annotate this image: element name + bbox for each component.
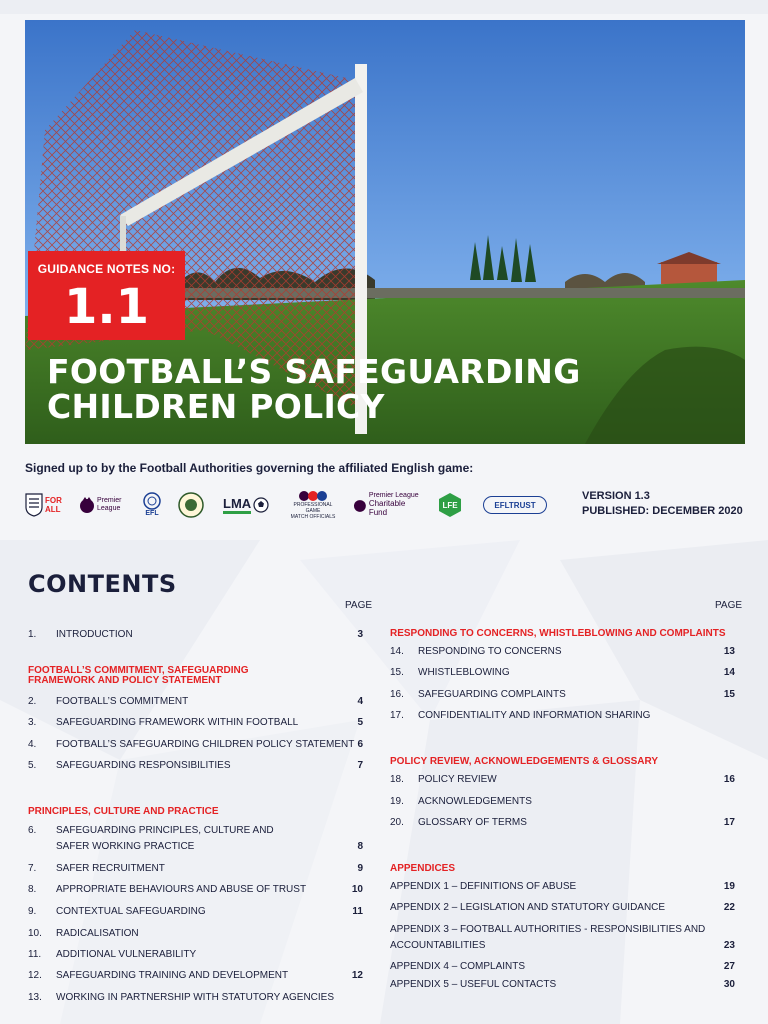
toc-entry[interactable]: [390, 880, 735, 894]
version-number: VERSION 1.3: [582, 490, 650, 502]
toc-entry[interactable]: [28, 991, 363, 1005]
pgmol-badges-icon: [298, 490, 328, 502]
toc-entry[interactable]: [28, 716, 363, 730]
toc-entry-title: ADDITIONAL VULNERABILITY: [56, 949, 197, 960]
toc-entry-number: 9.: [28, 906, 37, 917]
toc-entry-number: 5.: [28, 760, 37, 771]
lion-crown-icon: [79, 496, 95, 514]
toc-entry-title: CONTEXTUAL SAFEGUARDING: [56, 906, 206, 917]
toc-entry-number: 20.: [390, 817, 404, 828]
toc-entry-number: 2.: [28, 696, 37, 707]
lfe-logo: [437, 487, 465, 523]
toc-entry-number: 12.: [28, 970, 42, 981]
toc-entry[interactable]: [28, 862, 363, 876]
title-line-1: FOOTBALL’S SAFEGUARDING: [47, 352, 581, 391]
toc-entry-number: 3.: [28, 717, 37, 728]
toc-entry-title-continued: SAFER WORKING PRACTICE: [56, 841, 195, 852]
pgmol-line-1: PROFESSIONAL GAME: [293, 502, 333, 514]
toc-entry-page: 10: [351, 884, 363, 895]
toc-entry-title: RESPONDING TO CONCERNS: [418, 646, 562, 657]
toc-entry-page: 4: [357, 696, 363, 707]
toc-entry-title: RADICALISATION: [56, 928, 139, 939]
toc-entry-title: APPENDIX 5 – USEFUL CONTACTS: [390, 979, 557, 990]
toc-entry-page: 30: [723, 979, 735, 990]
plcf-line-2: Charitable Fund: [368, 499, 406, 517]
toc-entry[interactable]: [390, 773, 735, 787]
toc-entry-number: 7.: [28, 863, 37, 874]
document-title: [47, 354, 647, 424]
fa-for-all-logo: [25, 487, 65, 523]
toc-entry-number: 6.: [28, 825, 37, 836]
toc-entry[interactable]: [390, 960, 735, 974]
toc-entry[interactable]: [28, 905, 363, 919]
toc-entry-page: 8: [357, 841, 363, 852]
toc-entry-title: APPROPRIATE BEHAVIOURS AND ABUSE OF TRUST: [56, 884, 307, 895]
toc-entry-page: 6: [357, 739, 363, 750]
page-column-header-right: PAGE: [715, 600, 743, 611]
toc-entry-title: SAFEGUARDING RESPONSIBILITIES: [56, 760, 231, 771]
toc-entry-page: 12: [351, 970, 363, 981]
efl-trust-logo: [483, 487, 547, 523]
toc-entry[interactable]: [28, 695, 363, 709]
toc-entry-number: 16.: [390, 689, 404, 700]
toc-entry-title: APPENDIX 3 – FOOTBALL AUTHORITIES - RESPONSIBILITIES AND: [390, 924, 706, 935]
toc-entry-title: SAFEGUARDING TRAINING AND DEVELOPMENT: [56, 970, 289, 981]
toc-entry-title: WORKING IN PARTNERSHIP WITH STATUTORY AGENCIES: [56, 992, 335, 1003]
toc-section-heading: [390, 864, 455, 874]
toc-entry-number: 15.: [390, 667, 404, 678]
toc-entry[interactable]: [28, 738, 363, 752]
toc-section-heading-line: PRINCIPLES, CULTURE AND PRACTICE: [28, 806, 219, 817]
title-line-2: CHILDREN POLICY: [47, 387, 385, 426]
pgmol-logo: [288, 487, 338, 523]
toc-entry-page: 3: [357, 629, 363, 640]
toc-section-heading-line: FOOTBALL’S COMMITMENT, SAFEGUARDING: [28, 665, 249, 676]
premier-league-logo: [79, 487, 129, 523]
toc-entry[interactable]: [390, 923, 735, 953]
toc-entry[interactable]: [28, 628, 363, 642]
toc-entry[interactable]: [28, 948, 363, 962]
toc-entry-number: 19.: [390, 796, 404, 807]
efl-logo: [141, 487, 163, 523]
guidance-notes-box: [28, 251, 185, 340]
football-icon: [253, 497, 269, 513]
signed-up-statement: Signed up to by the Football Authorities governing the affiliated English game:: [25, 461, 474, 475]
guidance-number: 1.1: [63, 279, 150, 335]
crest-icon: [178, 492, 204, 518]
toc-entry-title: SAFEGUARDING FRAMEWORK WITHIN FOOTBALL: [56, 717, 299, 728]
page-column-header-left: PAGE: [345, 600, 373, 611]
authority-logos: [25, 487, 555, 523]
toc-entry-title: SAFEGUARDING COMPLAINTS: [418, 689, 566, 700]
plcf-line-1: Premier League: [368, 492, 419, 499]
toc-entry-page: 17: [723, 817, 735, 828]
toc-entry-page: 11: [352, 906, 363, 917]
toc-entry-title: FOOTBALL’S SAFEGUARDING CHILDREN POLICY STATEMENT: [56, 739, 355, 750]
pgmol-line-2: MATCH OFFICIALS: [290, 514, 336, 520]
toc-entry[interactable]: [390, 688, 735, 702]
toc-entry-page: 22: [723, 902, 735, 913]
toc-entry-title-continued: ACCOUNTABILITIES: [390, 940, 486, 951]
toc-entry-title: CONFIDENTIALITY AND INFORMATION SHARING: [418, 710, 651, 721]
lion-icon: [353, 497, 367, 513]
version-info: [582, 489, 743, 519]
toc-entry-title: GLOSSARY OF TERMS: [418, 817, 527, 828]
pl-line-2: League: [97, 505, 121, 512]
three-lions-icon: [25, 493, 43, 517]
lfe-label: LFE: [442, 500, 458, 510]
lma-logo: [223, 487, 277, 523]
toc-entry-title: APPENDIX 1 – DEFINITIONS OF ABUSE: [390, 881, 577, 892]
toc-entry[interactable]: [390, 666, 735, 680]
efl-badge-icon: [143, 492, 161, 510]
pl-charitable-fund-logo: [353, 487, 425, 523]
toc-entry-number: 13.: [28, 992, 42, 1003]
efl-trust-label: EFLTRUST: [494, 500, 536, 510]
toc-entry-title: SAFEGUARDING PRINCIPLES, CULTURE AND: [56, 825, 274, 836]
toc-entry-title: FOOTBALL’S COMMITMENT: [56, 696, 189, 707]
toc-entry-number: 11.: [28, 949, 42, 960]
toc-entry-number: 10.: [28, 928, 42, 939]
toc-entry-page: 7: [357, 760, 363, 771]
toc-entry-number: 14.: [390, 646, 404, 657]
county-fa-logo: [178, 487, 206, 523]
toc-entry-number: 4.: [28, 739, 37, 750]
toc-entry-title: SAFER RECRUITMENT: [56, 863, 165, 874]
toc-entry-page: 27: [723, 961, 735, 972]
toc-section-heading-line: APPENDICES: [390, 863, 456, 874]
toc-entry[interactable]: [28, 927, 363, 941]
toc-entry[interactable]: [28, 759, 363, 773]
toc-entry-page: 5: [357, 717, 363, 728]
guidance-label: GUIDANCE NOTES NO:: [37, 262, 176, 276]
toc-entry[interactable]: [390, 645, 735, 659]
toc-entry-page: 23: [723, 940, 735, 951]
toc-section-heading: [28, 807, 219, 817]
toc-entry[interactable]: [28, 824, 363, 854]
toc-entry[interactable]: [390, 709, 735, 723]
toc-entry-page: 16: [723, 774, 735, 785]
toc-entry-page: 9: [357, 863, 363, 874]
toc-entry-page: 15: [723, 689, 735, 700]
fa-for-all-label: FOR ALL: [45, 496, 62, 514]
published-date: PUBLISHED: DECEMBER 2020: [582, 505, 743, 517]
toc-entry-number: 1.: [28, 629, 37, 640]
contents-heading: CONTENTS: [28, 570, 177, 598]
toc-entry-number: 18.: [390, 774, 404, 785]
toc-section-heading-line: POLICY REVIEW, ACKNOWLEDGEMENTS & GLOSSARY: [390, 756, 658, 767]
toc-entry[interactable]: [28, 883, 363, 897]
toc-entry[interactable]: [28, 969, 363, 983]
toc-entry-title: INTRODUCTION: [56, 629, 133, 640]
toc-entry-page: 19: [723, 881, 735, 892]
toc-entry-title: ACKNOWLEDGEMENTS: [418, 796, 532, 807]
toc-entry-title: APPENDIX 2 – LEGISLATION AND STATUTORY GUIDANCE: [390, 902, 666, 913]
toc-section-heading-line: RESPONDING TO CONCERNS, WHISTLEBLOWING AND COMPLAINTS: [390, 628, 726, 639]
pl-line-1: Premier: [97, 497, 122, 504]
toc-entry[interactable]: [390, 795, 735, 809]
toc-entry-number: 8.: [28, 884, 37, 895]
toc-entry[interactable]: [390, 816, 735, 830]
toc-section-heading-line: FRAMEWORK AND POLICY STATEMENT: [28, 675, 222, 686]
toc-entry-title: APPENDIX 4 – COMPLAINTS: [390, 961, 526, 972]
toc-section-heading: [28, 666, 249, 686]
toc-entry-page: 13: [723, 646, 735, 657]
toc-entry-page: 14: [723, 667, 735, 678]
toc-entry[interactable]: [390, 901, 735, 915]
efl-label: EFL: [145, 510, 159, 517]
toc-entry-title: POLICY REVIEW: [418, 774, 497, 785]
lma-label: LMA: [223, 496, 251, 514]
toc-section-heading: [390, 629, 726, 639]
toc-entry[interactable]: [390, 978, 735, 992]
toc-section-heading: [390, 757, 658, 767]
toc-entry-number: 17.: [390, 710, 404, 721]
toc-entry-title: WHISTLEBLOWING: [418, 667, 510, 678]
